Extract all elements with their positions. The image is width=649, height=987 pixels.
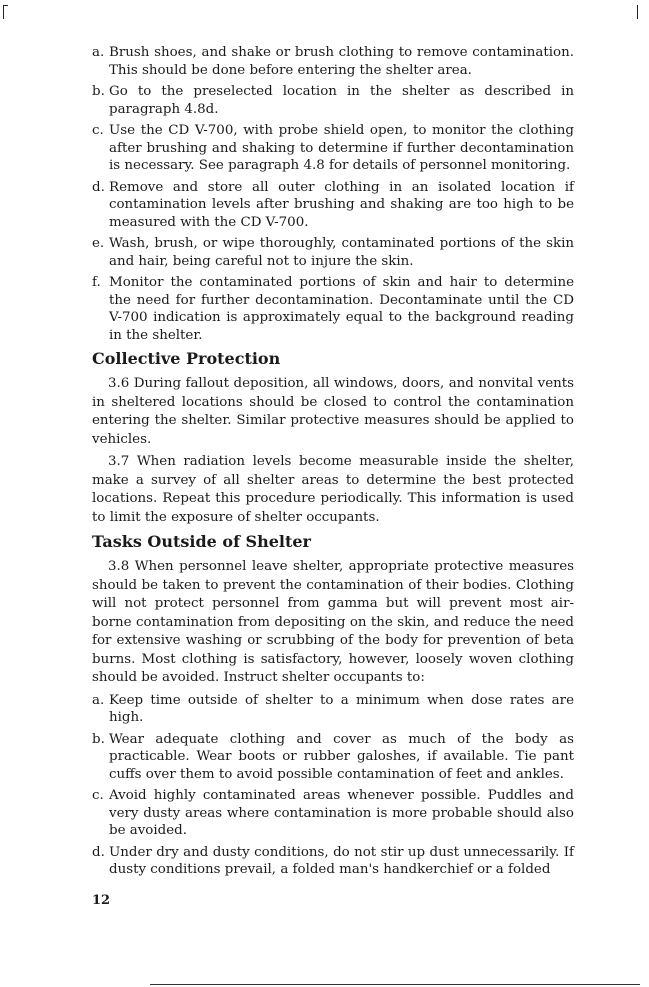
- paragraph-3-8: 3.8 When personnel leave shelter, appropriate protective measures should be taken to prevent the contamination of their bodies. Clothing will not protect personnel from gamma but will prevent most air-borne contamination from depositing on the skin, and reduce the need for extensive washing or scrubbing of the body for prevention of beta burns. Most clothing is satisfactory, however, loosely woven clothing should be avoided. Instruct shelter occupants to:: [92, 559, 574, 685]
- paragraph-3-6: 3.6 During fallout deposition, all windows, doors, and nonvital vents in sheltered locations should be closed to control the contamination entering the shelter. Similar protective measures should be applied to vehicles.: [92, 376, 574, 447]
- list-item-text: Use the CD V-700, with probe shield open, to monitor the clothing after brushing and shaking to determine if further decontamination is necessary. See paragraph 4.8 for details of personnel monitoring.: [109, 123, 574, 173]
- list-item: [92, 787, 574, 840]
- bottom-rule: [150, 984, 640, 985]
- crop-mark-right: [637, 5, 638, 19]
- crop-mark-left: [3, 5, 4, 19]
- list-item-text: Remove and store all outer clothing in an isolated location if contamination levels after brushing and shaking are too high to be measured with the CD V-700.: [109, 179, 574, 230]
- list-item-text: Monitor the contaminated portions of skin and hair to determine the need for further decontamination. Decontaminate until the CD V-700 indication is approximately equal to the background reading in the shelter.: [109, 275, 574, 343]
- list-item: [92, 844, 574, 879]
- list-item-letter: c.: [92, 788, 104, 803]
- page-number: 12: [92, 893, 111, 908]
- list-item-letter: b.: [92, 731, 105, 747]
- list-item: [92, 44, 574, 79]
- list-item: [92, 83, 574, 118]
- list-item-letter: e.: [92, 236, 105, 251]
- list-item-letter: c.: [92, 123, 104, 138]
- list-item-text: Keep time outside of shelter to a minimum when dose rates are high.: [109, 692, 574, 725]
- list-item: [92, 274, 574, 344]
- list-item-text: Brush shoes, and shake or brush clothing to remove contamination. This should be done before entering the shelter area.: [109, 45, 574, 78]
- list-item-text: Go to the preselected location in the shelter as described in paragraph 4.8d.: [109, 84, 574, 117]
- list-item: [92, 731, 574, 784]
- list-item: [92, 179, 574, 232]
- list-item-text: Avoid highly contaminated areas whenever possible. Puddles and very dusty areas where contamination is more probable should also be avoided.: [109, 788, 574, 838]
- section-heading-tasks-outside-shelter: Tasks Outside of Shelter: [92, 532, 311, 551]
- list-item: [92, 692, 574, 727]
- list-item: [92, 235, 574, 270]
- list-item-letter: f.: [92, 275, 101, 290]
- list-item-text: Wash, brush, or wipe thoroughly, contaminated portions of the skin and hair, being careful not to injure the skin.: [109, 236, 574, 269]
- list-item: [92, 122, 574, 175]
- list-item-letter: d.: [92, 179, 105, 195]
- list-item-letter: a.: [92, 45, 105, 60]
- page-content: [92, 44, 574, 883]
- section-heading-collective-protection: Collective Protection: [92, 349, 281, 368]
- list-item-text: Wear adequate clothing and cover as much of the body as practicable. Wear boots or rubber galoshes, if available. Tie pant cuffs over them to avoid possible contamination of feet and ankles.: [109, 731, 574, 782]
- paragraph-3-7: 3.7 When radiation levels become measurable inside the shelter, make a survey of all shelter areas to determine the best protected locations. Repeat this procedure periodically. This information is used to limit the exposure of shelter occupants.: [92, 454, 574, 525]
- list-item-text: Under dry and dusty conditions, do not stir up dust unnecessarily. If dusty conditions prevail, a folded man's handkerchief or a folded: [109, 844, 574, 877]
- list-item-letter: a.: [92, 692, 105, 708]
- list-item-letter: b.: [92, 84, 105, 99]
- list-item-letter: d.: [92, 844, 105, 860]
